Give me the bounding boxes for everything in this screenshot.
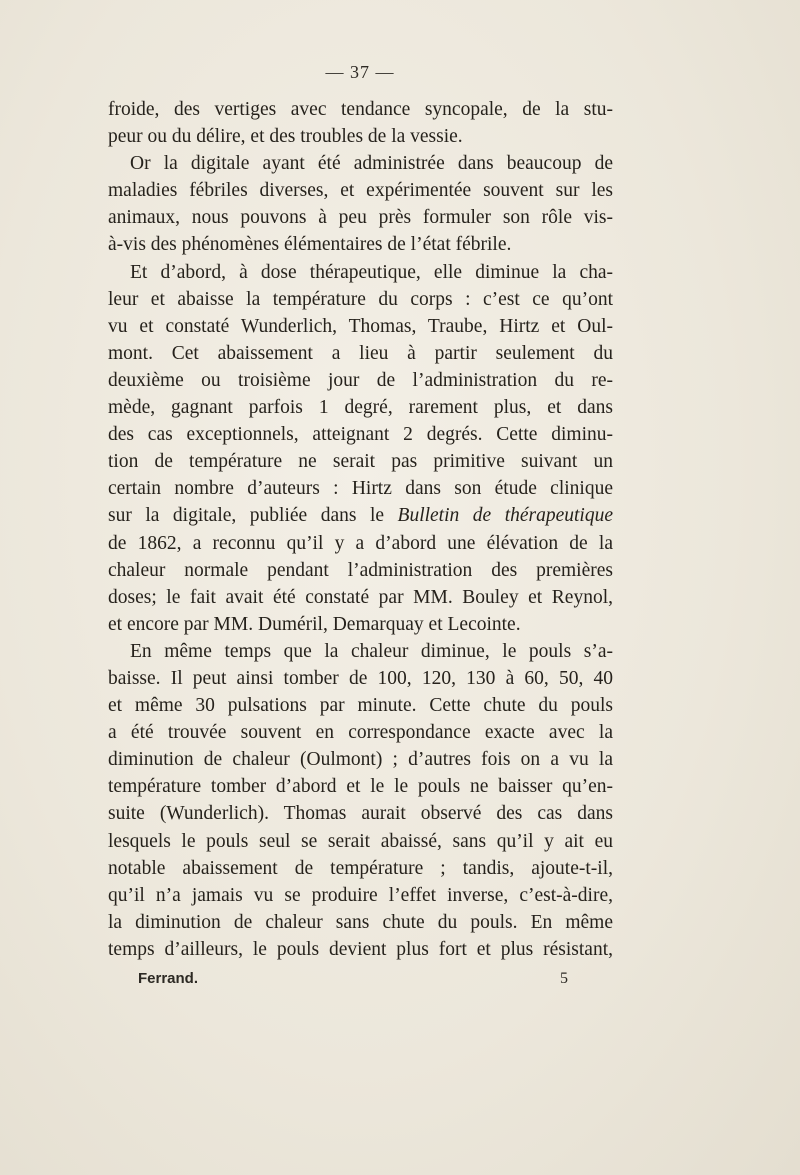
footer-signature-mark: 5 [560,970,568,987]
text-line: temps d’ailleurs, le pouls devient plus fort et plus résistant, [108,938,613,960]
text-line: de 1862, a reconnu qu’il y a d’abord une élévation de la [108,532,613,554]
text-line: doses; le fait avait été constaté par MM. Bouley et Reynol, [108,586,613,608]
text-line: certain nombre d’auteurs : Hirtz dans son étude clinique [108,478,613,500]
body-text [108,96,613,963]
text-line: animaux, nous pouvons à peu près formuler son rôle vis- [108,207,613,229]
text-line: lesquels le pouls seul se serait abaissé, sans qu’il y ait eu [108,830,613,852]
page-number: — 37 — [325,62,395,82]
text-line: Et d’abord, à dose thérapeutique, elle diminue la cha- [130,261,613,283]
text-line: En même temps que la chaleur diminue, le pouls s’a- [130,640,613,662]
text-line: maladies fébriles diverses, et expérimentée souvent sur les [108,180,613,202]
page-footer [138,970,568,994]
text-line: la diminution de chaleur sans chute du pouls. En même [108,911,613,933]
text-line: à-vis des phénomènes élémentaires de l’état fébrile. [108,234,512,256]
text-line: notable abaissement de température ; tandis, ajoute-t-il, [108,857,613,879]
text-line: Or la digitale ayant été administrée dans beaucoup de [130,153,613,175]
journal-title: Bulletin de thérapeutique [397,505,613,527]
text-line: chaleur normale pendant l’administration des premières [108,559,613,581]
text-line: a été trouvée souvent en correspondance exacte avec la [108,722,613,744]
text-fragment: sur la digitale, publiée dans le [108,505,385,527]
text-line: qu’il n’a jamais vu se produire l’effet inverse, c’est-à-dire, [108,884,613,906]
text-line: vu et constaté Wunderlich, Thomas, Traube, Hirtz et Oul- [108,315,613,337]
text-line: température tomber d’abord et le le pouls ne baisser qu’en- [108,776,613,798]
text-line: et encore par MM. Duméril, Demarquay et Lecointe. [108,613,521,635]
text-line-with-title [108,502,613,529]
text-line: mède, gagnant parfois 1 degré, rarement plus, et dans [108,397,613,419]
text-line: des cas exceptionnels, atteignant 2 degrés. Cette diminu- [108,424,613,446]
text-line: et même 30 pulsations par minute. Cette chute du pouls [108,695,613,717]
footer-author: Ferrand. [138,970,199,987]
text-line: peur ou du délire, et des troubles de la vessie. [108,126,463,148]
text-line: froide, des vertiges avec tendance syncopale, de la stu- [108,99,613,120]
text-line: diminution de chaleur (Oulmont) ; d’autres fois on a vu la [108,749,613,771]
text-line: mont. Cet abaissement a lieu à partir seulement du [108,342,613,364]
text-line: baisse. Il peut ainsi tomber de 100, 120, 130 à 60, 50, 40 [108,667,613,689]
text-line: leur et abaisse la température du corps : c’est ce qu’ont [108,288,613,310]
text-line: suite (Wunderlich). Thomas aurait observé des cas dans [108,803,613,825]
text-line: tion de température ne serait pas primitive suivant un [108,451,613,473]
text-line: deuxième ou troisième jour de l’administration du re- [108,369,613,391]
